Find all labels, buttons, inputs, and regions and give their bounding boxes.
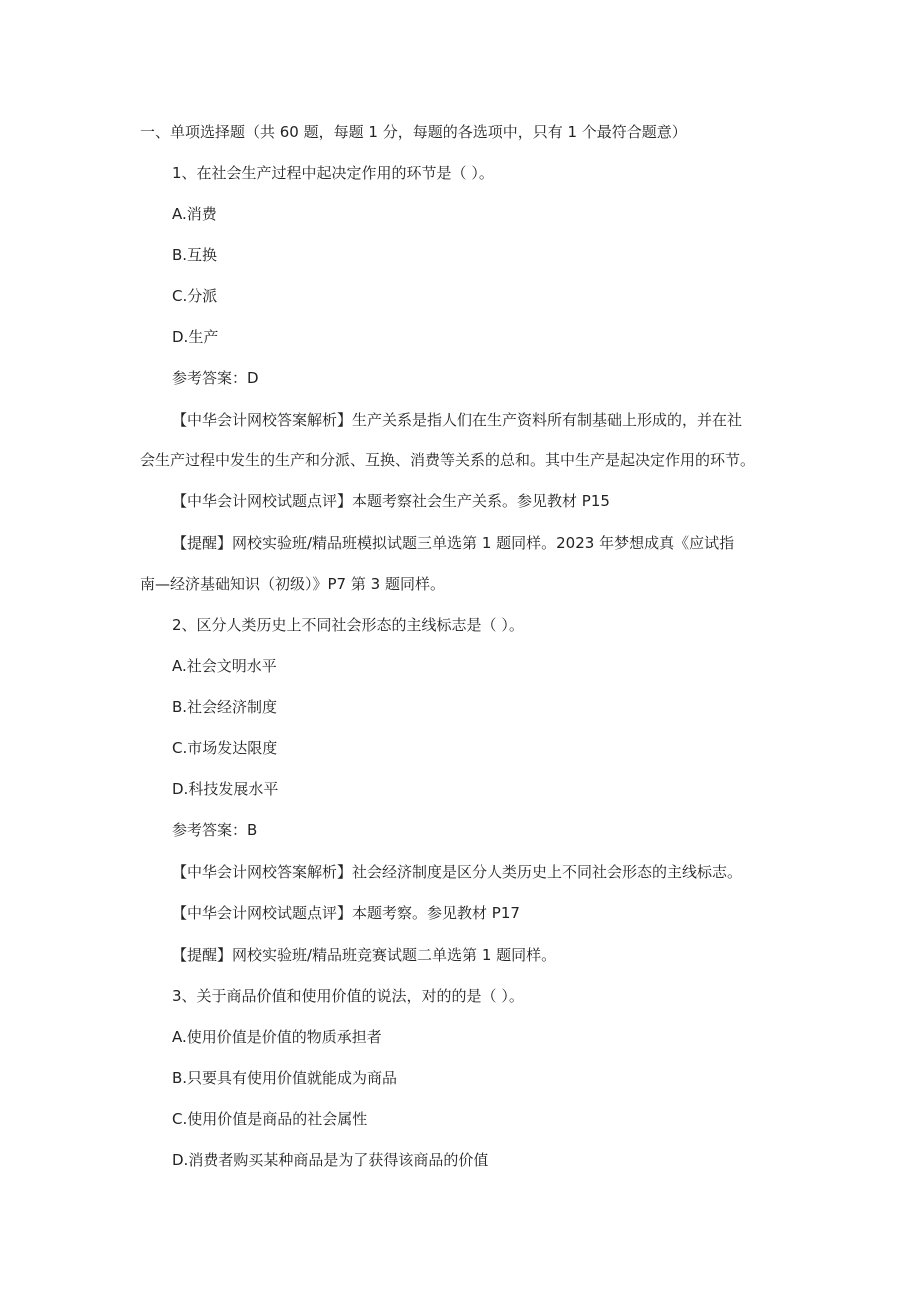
question-comment: 【中华会计网校试题点评】本题考察。参见教材 P17 (172, 904, 520, 922)
option-b: B.互换 (172, 246, 218, 264)
section-heading: 一、单项选择题（共 60 题，每题 1 分，每题的各选项中，只有 1 个最符合题意） (140, 123, 687, 141)
option-a: A.消费 (172, 205, 217, 223)
answer-analysis-continued: 会生产过程中发生的生产和分派、互换、消费等关系的总和。其中生产是起决定作用的环节。 (140, 451, 756, 469)
reference-answer: 参考答案：B (172, 821, 258, 839)
option-c: C.分派 (172, 287, 218, 305)
question-stem: 1、在社会生产过程中起决定作用的环节是（ ）。 (172, 164, 494, 182)
question-stem: 2、区分人类历史上不同社会形态的主线标志是（ ）。 (172, 616, 524, 634)
option-d: D.生产 (172, 328, 219, 346)
option-c: C.市场发达限度 (172, 739, 278, 757)
option-a: A.使用价值是价值的物质承担者 (172, 1028, 382, 1046)
study-tip: 【提醒】网校实验班/精品班模拟试题三单选第 1 题同样。2023 年梦想成真《应试指 (172, 534, 735, 552)
option-b: B.社会经济制度 (172, 698, 278, 716)
question-comment: 【中华会计网校试题点评】本题考察社会生产关系。参见教材 P15 (172, 492, 610, 510)
reference-answer: 参考答案：D (172, 369, 259, 387)
option-d: D.消费者购买某种商品是为了获得该商品的价值 (172, 1151, 489, 1169)
option-d: D.科技发展水平 (172, 780, 279, 798)
question-stem: 3、关于商品价值和使用价值的说法，对的的是（ ）。 (172, 987, 524, 1005)
option-b: B.只要具有使用价值就能成为商品 (172, 1069, 398, 1087)
answer-analysis: 【中华会计网校答案解析】生产关系是指人们在生产资料所有制基础上形成的，并在社 (172, 411, 743, 429)
option-a: A.社会文明水平 (172, 657, 277, 675)
study-tip: 【提醒】网校实验班/精品班竞赛试题二单选第 1 题同样。 (172, 946, 557, 964)
answer-analysis: 【中华会计网校答案解析】社会经济制度是区分人类历史上不同社会形态的主线标志。 (172, 863, 743, 881)
study-tip-continued: 南—经济基础知识（初级）》P7 第 3 题同样。 (140, 575, 445, 593)
option-c: C.使用价值是商品的社会属性 (172, 1110, 368, 1128)
